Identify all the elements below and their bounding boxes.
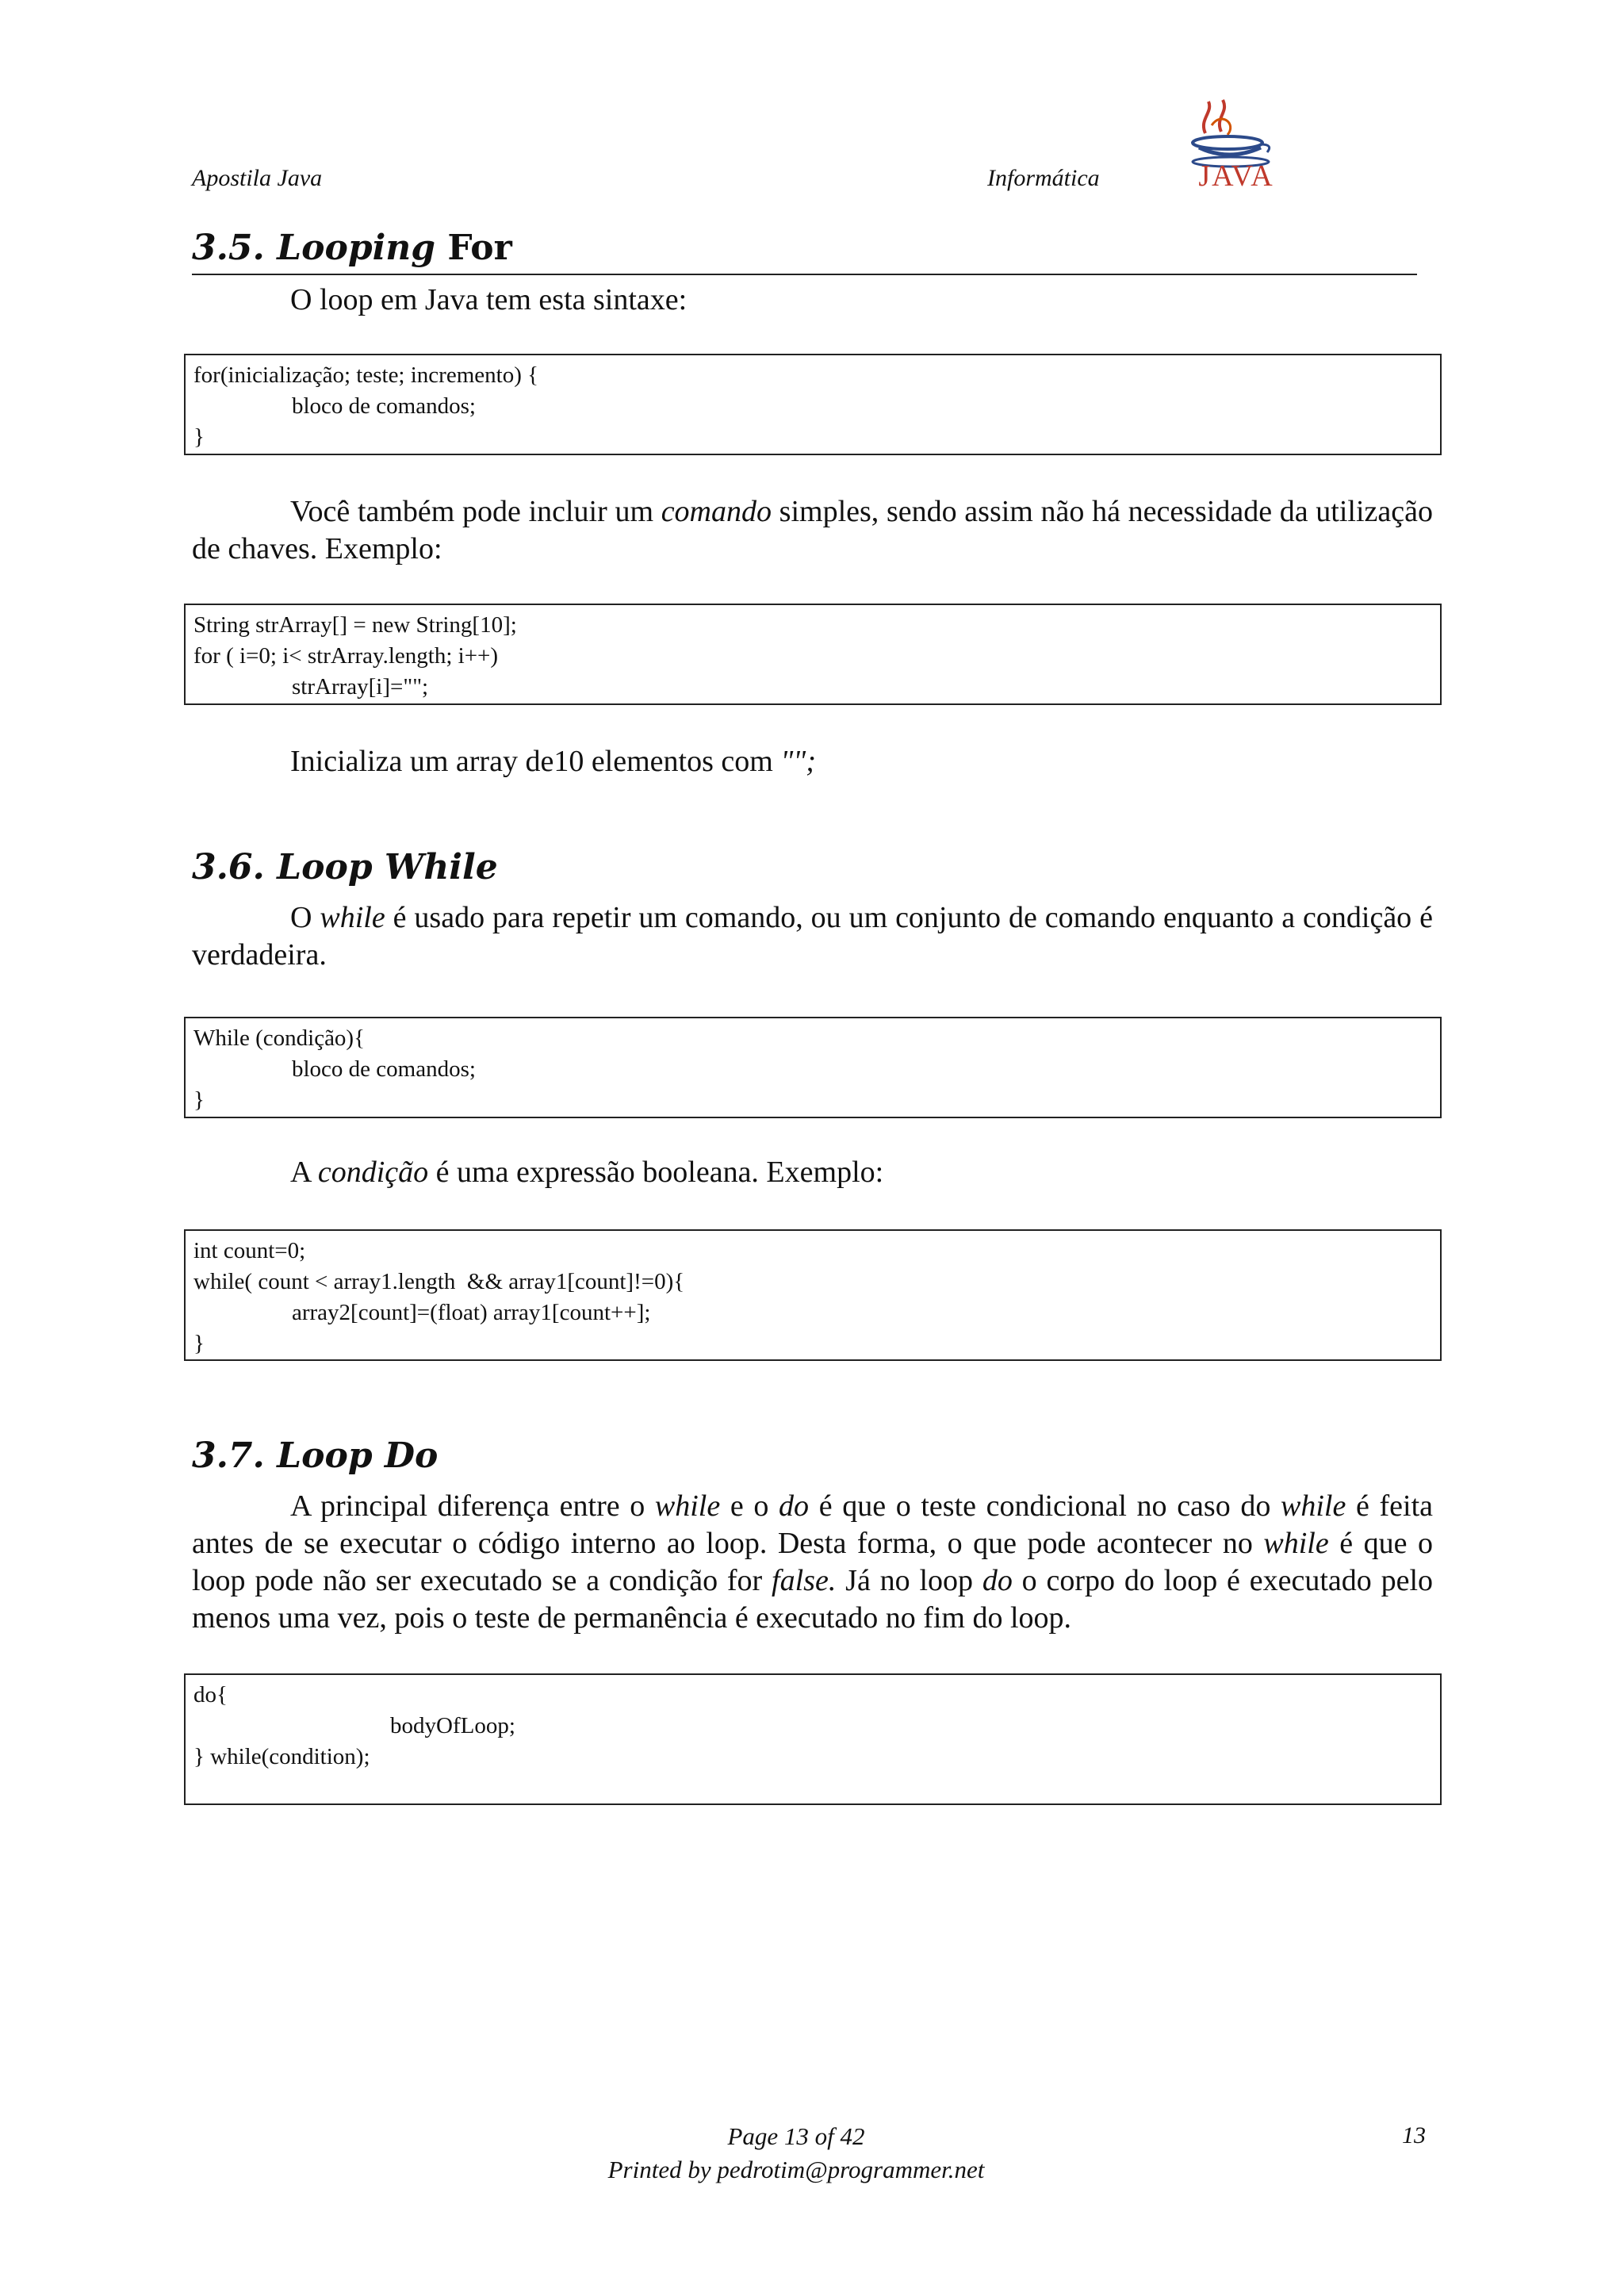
section-3-6-title: 3.6. Loop While xyxy=(192,847,498,887)
code-line: bloco de comandos; xyxy=(292,393,476,419)
section-3-5-title xyxy=(192,228,512,268)
code-line: bodyOfLoop; xyxy=(390,1713,515,1738)
java-logo-text: JAVA xyxy=(1198,159,1274,193)
code-line: While (condição){ xyxy=(193,1025,366,1051)
code-box-while xyxy=(184,1017,1442,1118)
code-line: strArray[i]=""; xyxy=(292,674,429,700)
section-3-5-number: 3.5. Looping xyxy=(192,228,436,268)
code-line: for ( i=0; i< strArray.length; i++) xyxy=(193,643,499,669)
code-line: int count=0; xyxy=(193,1238,306,1263)
s37-paragraph-1: A principal diferença entre o while e o do é que o teste condicional no caso do while é feita antes de se executar o código interno ao loop. Desta forma, o que pode acontecer no while é que o loop pode não ser executado se a condição for false. Já no loop do o corpo do loop é executado pelo menos uma vez, pois o teste de permanência é executado no fim do loop. xyxy=(192,1489,1434,1635)
code-line: String strArray[] = new String[10]; xyxy=(193,612,517,638)
code-line: array2[count]=(float) array1[count++]; xyxy=(292,1300,651,1325)
code-line: bloco de comandos; xyxy=(292,1056,476,1082)
s35-paragraph-2: Inicializa um array de10 elementos com ""; xyxy=(290,745,816,778)
s36-paragraph-2: A condição é uma expressão booleana. Exemplo: xyxy=(290,1156,884,1189)
header-center: Informática xyxy=(987,165,1100,191)
footer-page-number: 13 xyxy=(1402,2122,1426,2148)
code-line: } xyxy=(193,424,205,450)
code-line: for(inicialização; teste; incremento) { xyxy=(193,362,539,388)
s35-paragraph-1: Você também pode incluir um comando simples, sendo assim não há necessidade da utilização de chaves. Exemplo: xyxy=(192,495,1433,565)
footer-printed: Printed by pedrotim@programmer.net xyxy=(607,2156,985,2183)
code-box-while-example xyxy=(184,1229,1442,1361)
s36-paragraph-1: O while é usado para repetir um comando, ou um conjunto de comando enquanto a condição é verdadeira. xyxy=(192,901,1433,972)
s35-intro: O loop em Java tem esta sintaxe: xyxy=(290,283,688,316)
section-3-5-title-rest: For xyxy=(447,228,512,268)
code-line: while( count < array1.length && array1[count]!=0){ xyxy=(193,1269,685,1294)
code-line: } while(condition); xyxy=(193,1744,370,1769)
code-line: do{ xyxy=(193,1682,228,1708)
code-box-for xyxy=(184,354,1442,455)
code-line: } xyxy=(193,1087,205,1113)
java-logo xyxy=(1182,95,1293,193)
title-underline xyxy=(192,274,1417,275)
code-box-strarray xyxy=(184,604,1442,705)
code-box-do xyxy=(184,1673,1442,1805)
code-line: } xyxy=(193,1331,205,1356)
footer-page: Page 13 of 42 xyxy=(727,2122,865,2150)
header-left: Apostila Java xyxy=(192,165,323,191)
section-3-7-title: 3.7. Loop Do xyxy=(192,1435,439,1476)
